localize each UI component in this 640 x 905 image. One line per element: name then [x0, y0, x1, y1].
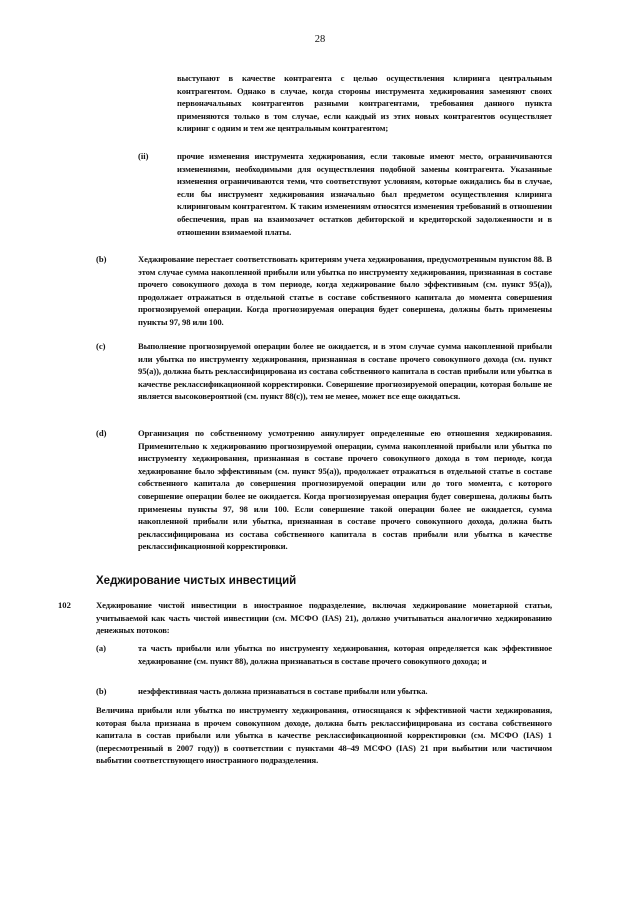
item-b-text: Хеджирование перестает соответствовать критериям учета хеджирования, предусмотренным пунктом 88. В этом случае сумма накопленной прибыли или убытка по инструменту хеджирования, признанная в составе прочего совокупного дохода в том периоде, когда хеджирование было эффективным (см. пункт 95(а)), продолжает отражаться в отдельной статье в составе собственного капитала до момента совершения прогнозируемой операции. Когда прогнозируемая операция будет совершена, должны быть применены пункты 97, 98 или 100. — [138, 254, 552, 327]
subitem-b-label: (b) — [96, 686, 107, 696]
subitem-a-text: та часть прибыли или убытка по инструменту хеджирования, которая определяется как эффективное хеджирование (см. пункт 88), должна признаваться в составе прочего совокупного дохода; и — [138, 643, 552, 666]
final-paragraph: Величина прибыли или убытка по инструменту хеджирования, относящаяся к эффективной части хеджирования, которая была признана в прочем совокупном доходе, должна быть реклассифицирована из состава собственного капитала в состав прибыли или убытка в качестве реклассификационной корректировки (см. МСФО (IAS) 1 (пересмотренный в 2007 году)) в соответствии с пунктами 48–49 МСФО (IAS) 21 при выбытии или частичном выбытии соответствующего иностранного подразделения. — [96, 705, 552, 766]
continuation-paragraph: выступают в качестве контрагента с целью осуществления клиринга центральным контрагентом. Однако в случае, когда стороны инструмента хеджирования заменяют своих первоначальных контрагентов разными контрагентами, требования данного пункта применяются только в том случае, если каждый из этих новых контрагентов осуществляет клиринг с одним и тем же центральным контрагентом; — [177, 73, 552, 134]
paragraph-102-number: 102 — [58, 600, 71, 610]
page-number: 28 — [314, 34, 326, 45]
item-ii-label: (ii) — [138, 151, 149, 161]
paragraph-102-text: Хеджирование чистой инвестиции в иностранное подразделение, включая хеджирование монетарной статьи, учитываемой как часть чистой инвестиции (см. МСФО (IAS) 21), должно учитываться аналогично хеджированию денежных потоков: — [96, 600, 552, 636]
subitem-b-text: неэффективная часть должна признаваться в составе прибыли или убытка. — [138, 686, 428, 696]
section-heading: Хеджирование чистых инвестиций — [96, 575, 297, 587]
item-ii-text: прочие изменения инструмента хеджирования, если таковые имеют место, ограничиваются изменениями, необходимыми для осуществления подобной замены контрагента. Указанные изменения ограничиваются теми, что соответствуют условиям, которые ожидались бы в случае, если бы инструмент хеджирования изначально был предметом осуществления клиринга клиринговым контрагентом. К таким изменениям относятся изменения требований в отношении обеспечения, прав на взаимозачет остатков дебиторской и кредиторской задолженности и в отношении взимаемой платы. — [177, 151, 552, 237]
item-d-text: Организация по собственному усмотрению аннулирует определенные ею отношения хеджирования. Применительно к хеджированию прогнозируемой операции, сумма накопленной прибыли или убытка по инструменту хеджирования, признанная в составе прочего совокупного дохода в том периоде, когда хеджирование было эффективным (см. пункт 95(а)), продолжает отражаться в отдельной статье в составе собственного капитала до совершения прогнозируемой операции или до того момента, с которого совершение операции более не ожидается. Когда прогнозируемая операция будет совершена, должны быть применены пункты 97, 98 или 100. Если совершение такой операции более не ожидается, сумма накопленной прибыли или убытка, признанная в составе прочего совокупного дохода, должна быть реклассифицирована из состава собственного капитала в состав прибыли или убытка в качестве реклассификационной корректировки. — [138, 428, 552, 552]
subitem-a-label: (a) — [96, 643, 107, 653]
item-c-label: (c) — [96, 341, 106, 351]
item-b-label: (b) — [96, 254, 107, 264]
item-d-label: (d) — [96, 428, 107, 438]
item-c-text: Выполнение прогнозируемой операции более не ожидается, и в этом случае сумма накопленной прибыли или убытка по инструменту хеджирования, признанная в составе прочего совокупного дохода (см. пункт 95(а)), должна быть реклассифицирована из состава собственного капитала в состав прибыли или убытка в качестве реклассификационной корректировки. Совершение прогнозируемой операции, которая больше не является высоковероятной (см. пункт 88(с)), тем не менее, может все еще ожидаться. — [138, 341, 552, 402]
